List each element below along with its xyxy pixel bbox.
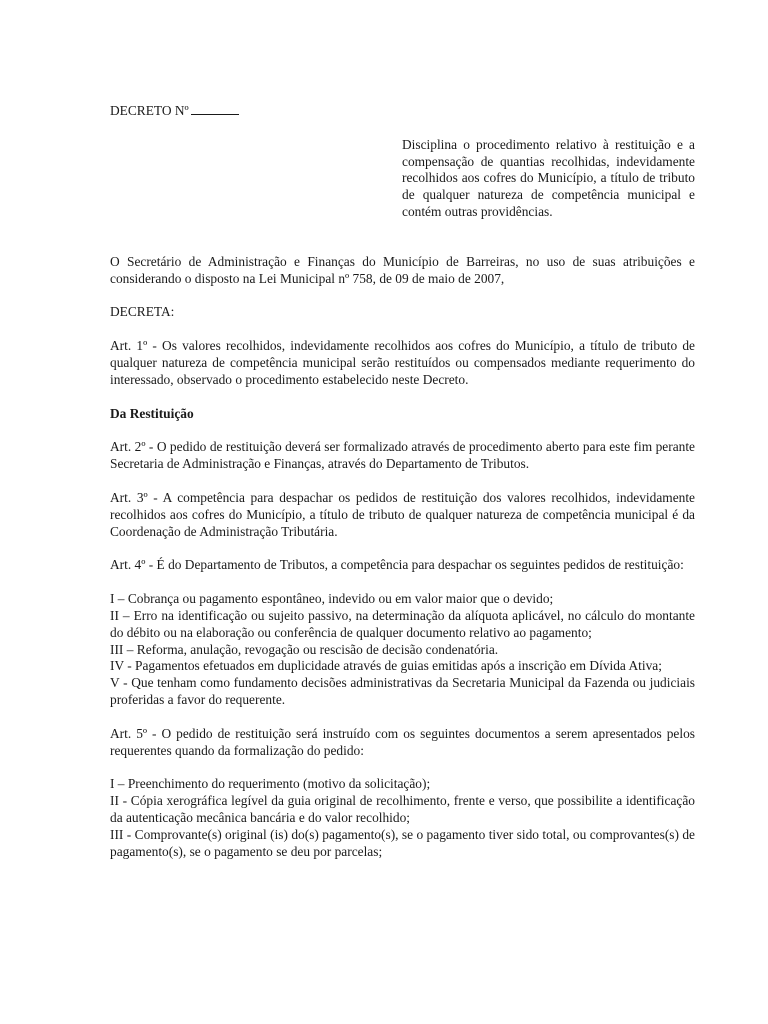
preamble-paragraph: O Secretário de Administração e Finanças do Município de Barreiras, no uso de suas atribuições e considerando o disposto na Lei Municipal nº 758, de 09 de maio de 2007, — [110, 253, 695, 286]
decree-ementa: Disciplina o procedimento relativo à restituição e a compensação de quantias recolhidas, indevidamente recolhidos aos cofres do Município, a título de tributo de qualquer natureza de competência municipal e contém outras providências. — [402, 136, 695, 219]
document-page — [110, 102, 695, 860]
decreta-heading: DECRETA: — [110, 304, 175, 320]
list-item: I – Preenchimento do requerimento (motivo da solicitação); — [110, 776, 431, 792]
article-5-items — [110, 776, 695, 860]
decree-title-text: DECRETO Nº — [110, 103, 189, 118]
article-3: Art. 3º - A competência para despachar os pedidos de restituição dos valores recolhidos, indevidamente recolhidos aos cofres do Município, a título de tributo de qualquer natureza de competência municipal é da Coordenação de Administração Tributária. — [110, 489, 695, 539]
article-4-items — [110, 591, 695, 709]
section-title-restituicao: Da Restituição — [110, 405, 194, 421]
article-5: Art. 5º - O pedido de restituição será instruído com os seguintes documentos a serem apresentados pelos requerentes quando da formalização do pedido: — [110, 725, 695, 758]
decree-number-blank — [191, 102, 239, 115]
list-item: III – Reforma, anulação, revogação ou rescisão de decisão condenatória. — [110, 641, 499, 657]
list-item: II - Cópia xerográfica legível da guia original de recolhimento, frente e verso, que possibilite a identificação da autenticação mecânica bancária e do valor recolhido; — [110, 793, 695, 825]
list-item: II – Erro na identificação ou sujeito passivo, na determinação da alíquota aplicável, no cálculo do montante do débito ou na elaboração ou conferência de qualquer documento relativo ao pagamento; — [110, 607, 695, 640]
list-item: IV - Pagamentos efetuados em duplicidade através de guias emitidas após a inscrição em Dívida Ativa; — [110, 658, 662, 674]
article-2: Art. 2º - O pedido de restituição deverá ser formalizado através de procedimento aberto para este fim perante Secretaria de Administração e Finanças, através do Departamento de Tributos. — [110, 439, 695, 472]
article-1: Art. 1º - Os valores recolhidos, indevidamente recolhidos aos cofres do Município, a título de tributo de qualquer natureza de competência municipal serão restituídos ou compensados mediante requerimento do interessado, observado o procedimento estabelecido neste Decreto. — [110, 338, 695, 387]
decree-title — [110, 102, 695, 120]
list-item: I – Cobrança ou pagamento espontâneo, indevido ou em valor maior que o devido; — [110, 591, 554, 607]
article-4: Art. 4º - É do Departamento de Tributos, a competência para despachar os seguintes pedidos de restituição: — [110, 557, 684, 573]
list-item: V - Que tenham como fundamento decisões administrativas da Secretaria Municipal da Fazenda ou judiciais proferidas a favor do requerente. — [110, 675, 695, 707]
list-item: III - Comprovante(s) original (is) do(s) pagamento(s), se o pagamento tiver sido total, ou comprovantes(s) de pagamento(s), se o pagamento se deu por parcelas; — [110, 826, 695, 859]
